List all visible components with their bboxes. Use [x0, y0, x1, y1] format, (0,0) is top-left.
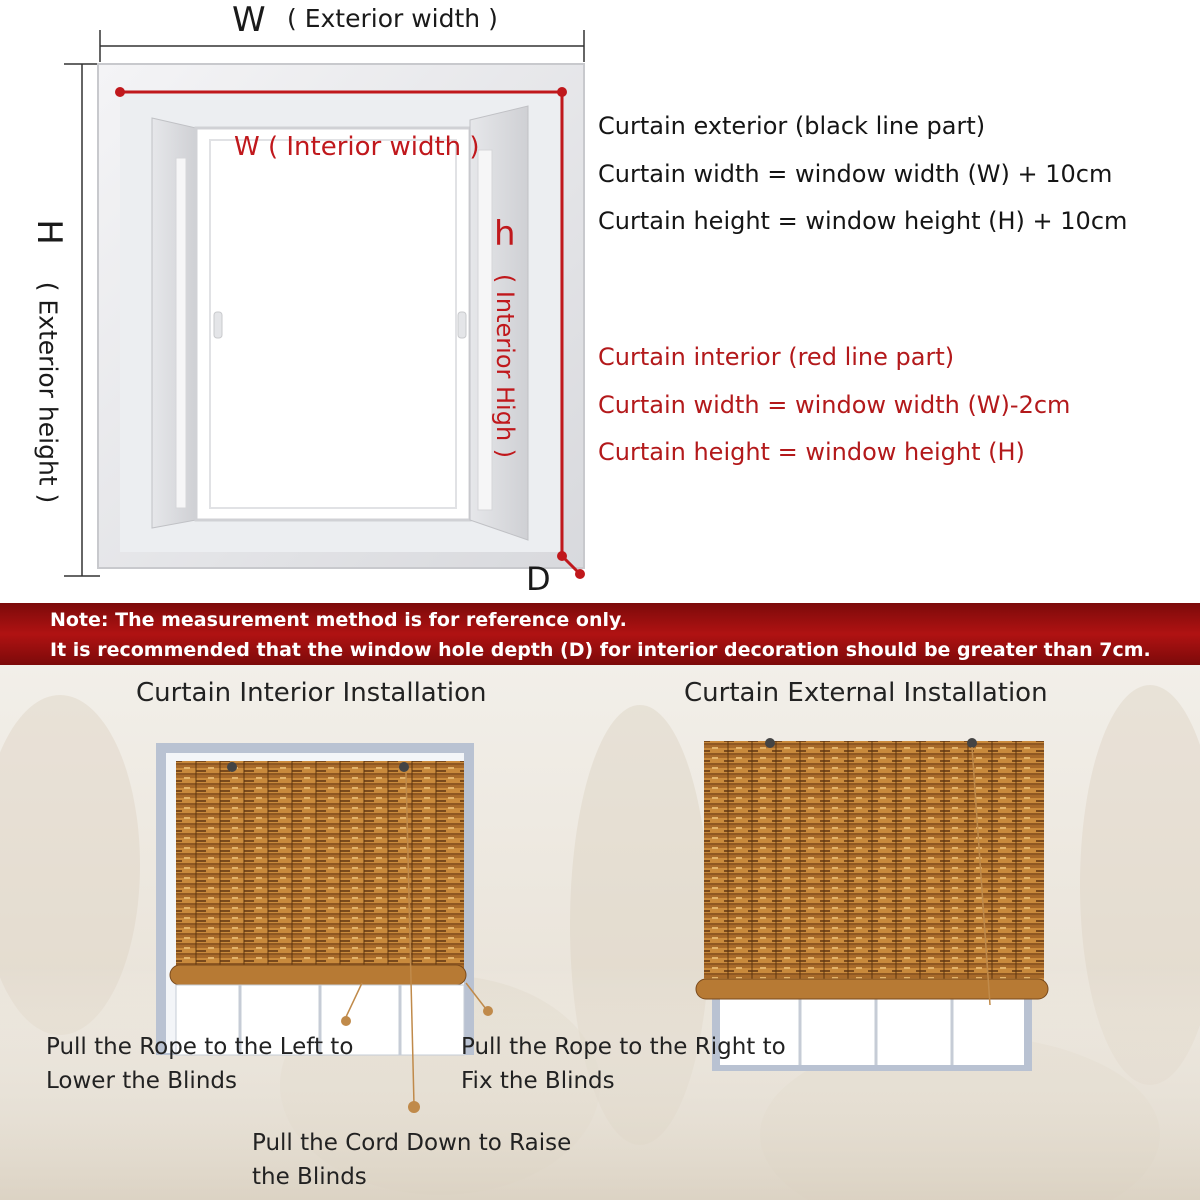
exterior-height-label: ( Exterior height ) — [33, 281, 63, 504]
installation-illustration — [0, 665, 1200, 1200]
pull-left-line-2: Lower the Blinds — [46, 1068, 237, 1094]
exterior-height-letter: H — [28, 219, 69, 245]
pull-down-line-2: the Blinds — [252, 1164, 367, 1190]
exterior-width-rule: Curtain width = window width (W) + 10cm — [598, 160, 1113, 188]
interior-width-label: W ( Interior width ) — [234, 132, 480, 162]
exterior-spec-heading: Curtain exterior (black line part) — [598, 112, 986, 140]
interior-spec-heading: Curtain interior (red line part) — [598, 343, 955, 371]
interior-height-label: ( Interior High ) — [491, 273, 519, 459]
external-installation-title: Curtain External Installation — [684, 678, 1048, 708]
depth-letter: D — [526, 560, 551, 598]
exterior-width-letter: W — [232, 0, 266, 40]
exterior-height-rule: Curtain height = window height (H) + 10cm — [598, 207, 1128, 235]
exterior-width-label: ( Exterior width ) — [287, 4, 498, 33]
interior-width-rule: Curtain width = window width (W)-2cm — [598, 391, 1071, 419]
interior-height-rule: Curtain height = window height (H) — [598, 438, 1025, 466]
note-line-2: It is recommended that the window hole depth (D) for interior decoration should be greater than 7cm. — [50, 639, 1151, 661]
pull-right-line-2: Fix the Blinds — [461, 1068, 615, 1094]
note-banner — [0, 603, 1200, 665]
note-line-1: Note: The measurement method is for reference only. — [50, 609, 627, 631]
pull-down-line-1: Pull the Cord Down to Raise — [252, 1130, 572, 1156]
interior-height-letter: h — [494, 214, 516, 254]
pull-right-caption — [461, 1030, 786, 1098]
pull-right-line-1: Pull the Rope to the Right to — [461, 1034, 786, 1060]
installation-panel — [0, 665, 1200, 1200]
pull-left-line-1: Pull the Rope to the Left to — [46, 1034, 354, 1060]
pull-left-caption — [46, 1030, 353, 1098]
interior-installation-title: Curtain Interior Installation — [136, 678, 487, 708]
pull-down-caption — [252, 1126, 571, 1194]
